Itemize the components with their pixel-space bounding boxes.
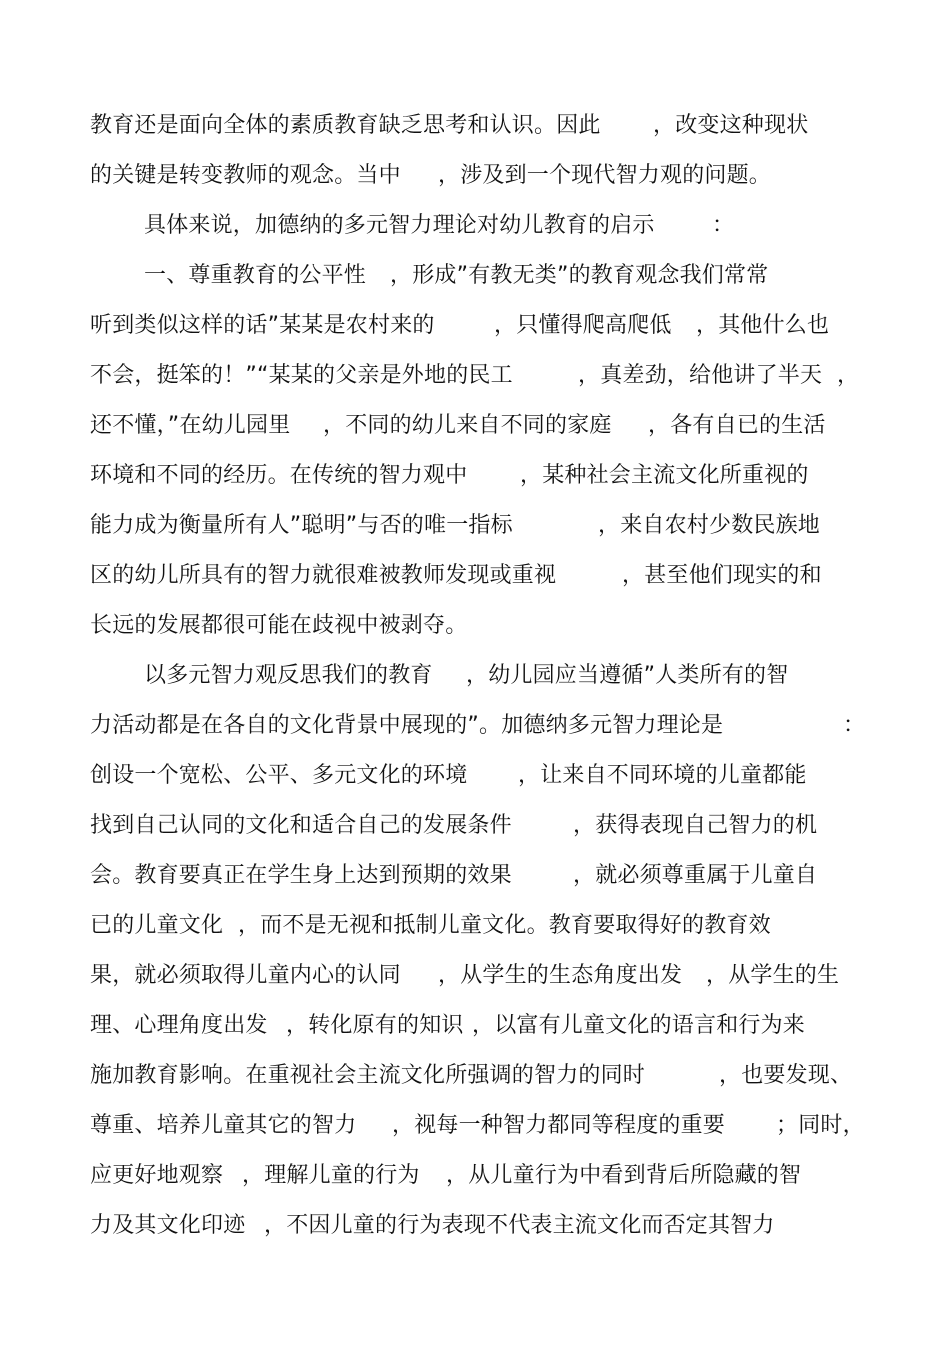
text-line: 力活动都是在各自的文化背景中展现的”。加德纳多元智力理论是 [90, 713, 724, 738]
text-line: ，来自农村少数民族地 [598, 513, 821, 538]
text-line: 环境和不同的经历。在传统的智力观中 [90, 463, 468, 488]
text-line: 能力成为衡量所有人”聪明”与否的唯一指标 [90, 513, 513, 538]
text-line: ，涉及到一个现代智力观的问题。 [438, 163, 772, 188]
text-line: ，从儿童行为中看到背后所隐藏的智 [446, 1163, 802, 1188]
text-line: 找到自己认同的文化和适合自己的发展条件 [90, 813, 512, 838]
text-line: 教育还是面向全体的素质教育缺乏思考和认识。因此 [90, 113, 601, 138]
text-line: 区的幼儿所具有的智力就很难被教师发现或重视 [90, 563, 557, 588]
text-line: 施加教育影响。在重视社会主流文化所强调的智力的同时 [90, 1063, 646, 1088]
text-line: ，只懂得爬高爬低 [494, 313, 672, 338]
text-line: ，让来自不同环境的儿童都能 [518, 763, 807, 788]
text-line: ，转化原有的知识 [286, 1013, 464, 1038]
text-line: ，也要发现、 [719, 1063, 853, 1088]
text-line: 应更好地观察 [90, 1163, 224, 1188]
text-line: 果，就必须取得儿童内心的认同 [90, 963, 401, 988]
text-line: 已的儿童文化 [90, 913, 224, 938]
text-line: ，而不是无视和抵制儿童文化。教育要取得好的教育效 [238, 913, 771, 938]
text-line: ，从学生的生 [706, 963, 840, 988]
text-line: 还不懂，”在幼儿园里 [90, 413, 291, 438]
text-line: 尊重、培养儿童其它的智力 [90, 1113, 357, 1138]
text-line: 听到类似这样的话”某某是农村来的 [90, 313, 435, 338]
text-line: ，从学生的生态角度出发 [438, 963, 683, 988]
text-line: ，不同的幼儿来自不同的家庭 [323, 413, 612, 438]
text-line: ： [712, 213, 735, 238]
text-line: 创设一个宽松、公平、多元文化的环境 [90, 763, 468, 788]
text-line: ，视每一种智力都同等程度的重要 [392, 1113, 726, 1138]
text-line: 长远的发展都很可能在歧视中被剥夺。 [90, 613, 468, 638]
text-line: 具体来说，加德纳的多元智力理论对幼儿教育的启示 [144, 213, 655, 238]
text-line: ，就必须尊重属于儿童自 [573, 863, 818, 888]
text-line: ，幼儿园应当遵循”人类所有的智 [466, 663, 789, 688]
text-line: 力及其文化印迹 [90, 1213, 246, 1238]
text-line: ；同时， [776, 1113, 865, 1138]
text-line: ，改变这种现状 [653, 113, 809, 138]
text-line: 一、尊重教育的公平性 [144, 263, 367, 288]
text-line: 会。教育要真正在学生身上达到预期的效果 [90, 863, 512, 888]
text-line: ，理解儿童的行为 [242, 1163, 420, 1188]
text-line: ， [837, 363, 860, 388]
text-line: ，形成”有教无类”的教育观念我们常常 [390, 263, 769, 288]
text-line: 的关键是转变教师的观念。当中 [90, 163, 401, 188]
text-line: ，其他什么也 [696, 313, 830, 338]
text-line: ，获得表现自己智力的机 [573, 813, 818, 838]
text-line: ，真差劲，给他讲了半天 [578, 363, 823, 388]
text-line: ： [843, 713, 866, 738]
text-line: 以多元智力观反思我们的教育 [144, 663, 433, 688]
text-line: ，某种社会主流文化所重视的 [520, 463, 809, 488]
text-line: 理、心理角度出发 [90, 1013, 268, 1038]
text-line: 不会，挺笨的！”“某某的父亲是外地的民工 [90, 363, 513, 388]
text-line: ，各有自已的生活 [648, 413, 826, 438]
text-line: ，以富有儿童文化的语言和行为来 [472, 1013, 806, 1038]
text-line: ，甚至他们现实的和 [622, 563, 822, 588]
text-line: ，不因儿童的行为表现不代表主流文化而否定其智力 [264, 1213, 775, 1238]
